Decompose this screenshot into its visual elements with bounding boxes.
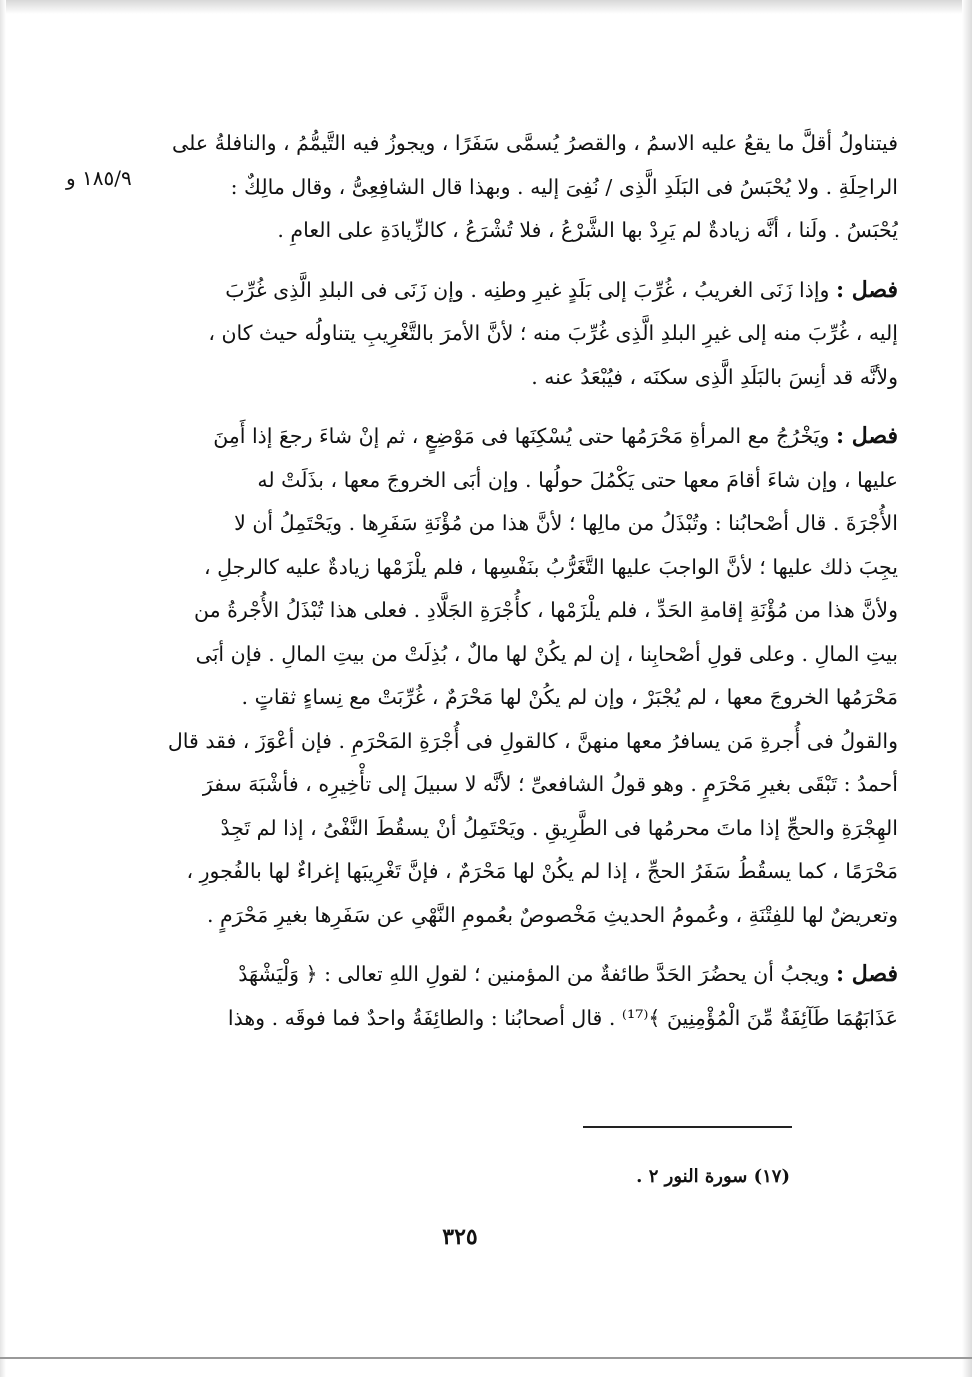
text-line: بيتِ المالِ . وعلى قولِ أصْحابِنا ، إن لم يكُنْ لها مالٌ ، بُذِلَتْ من بيتِ المالِ . فإن أبَى bbox=[195, 641, 898, 666]
paragraph-4 bbox=[138, 953, 898, 1040]
paragraph-2 bbox=[138, 269, 898, 400]
text-line-body: ويَخْرُجُ مع المرأةِ مَحْرَمُها حتى يُسْكِنَها فى مَوْضِعٍ ، ثم إنْ شاءَ رجعَ إذا أَمِنَ bbox=[213, 424, 830, 448]
text-line: الراحِلَةِ . ولا يُحْبَسُ فى البَلَدِ الَّذِى / نُفِىَ إليه . وبهذا قال الشافِعِىُّ ، وقال مالِكٌ : bbox=[230, 174, 898, 199]
main-text bbox=[138, 122, 898, 1040]
text-line: أحمدُ : تَبْقَى بغيرِ مَحْرَمٍ . وهو قولُ الشافعىِّ ؛ لأنَّه لا سبيلَ إلى تأْخِيرِه ، فأشْبَهَ سفرَ bbox=[202, 772, 898, 796]
paragraph-3 bbox=[138, 415, 898, 937]
scan-top-edge bbox=[0, 0, 972, 14]
text-line: يجِبَ ذلك عليها ؛ لأنَّ الواجبَ عليها التَّغَرُّبُ بنَفْسِها ، فلم يلْزَمْها زيادةٌ عليه كالرجلِ ، bbox=[203, 554, 898, 579]
text-line: الهِجْرَةِ والحجِّ إذا ماتَ محرمُها فى الطَّرِيقِ . ويَحْتَمِلُ أنْ يسقُطَ النَّفْىُ ، إذا لم تَجِدْ bbox=[220, 815, 898, 840]
footnote: (١٧) سورة النور ٢ . bbox=[636, 1166, 790, 1187]
text-line: مَحْرَمُها الخروجَ معها ، لم يُجْبَرْ ، وإن لم يكُنْ لها مَحْرَمٌ ، غُرِّبَتْ مع نِساءٍ ثقاتٍ . bbox=[241, 685, 898, 709]
paragraph-1 bbox=[138, 122, 898, 253]
text-line: والقولُ فى أُجرةِ مَن يسافرُ معها منهنَّ ، كالقولِ فى أُجْرَةِ المَحْرَمِ . فإن أعْوَزَ ، فقد قال bbox=[167, 728, 898, 753]
section-heading: فصل : bbox=[835, 961, 898, 987]
text-line bbox=[138, 415, 898, 459]
text-line: يُحْبَسُ . ولَنا ، أنَّه زيادةٌ لم يَرِدْ بها الشَّرْعُ ، فلا تُشْرَعُ ، كالزِّيادَةِ على العامِ . bbox=[277, 218, 898, 242]
section-heading: فصل : bbox=[835, 276, 898, 303]
text-line-body: وإذا زَنَى الغريبُ ، غُرِّبَ إلى بَلَدٍ غيرِ وطنِه . وإن زَنَى فى البلدِ الَّذِى غُرِّبَ bbox=[225, 277, 830, 302]
footnote-separator bbox=[583, 1126, 792, 1128]
text-line: وتعريضٌ لها للفِتْنَةِ ، وعُمومُ الحديثِ مَخْصوصٌ بعُمومِ النَّهْىِ عن سَفَرِها بغيرِ مَحْرَمٍ . bbox=[206, 902, 898, 927]
section-heading: فصل : bbox=[835, 423, 898, 449]
text-line: الأُجْرَةَ . قال أصْحابُنا : وتُبْذَلُ من مالِها ؛ لأنَّ هذا من مُؤْنَةِ سَفَرِها . ويَحْتَمِلُ أن لا bbox=[234, 511, 898, 535]
scan-bottom-line bbox=[0, 1357, 972, 1359]
text-line: ولأنَّ هذا من مُؤْنَةِ إقامةِ الحَدِّ ، فلم يلْزَمْها ، كأُجْرَةِ الجَلَّادِ . فعلى هذا تُبْذَلُ الأُجْرةُ من bbox=[194, 598, 898, 622]
scan-right-edge bbox=[962, 0, 972, 1377]
text-line: ولأنَّه قد أنِسَ بالبَلَدِ الَّذِى سكنَه ، فيُبْعَدُ عنه . bbox=[531, 364, 898, 389]
text-line-body: ويجبُ أن يحضُرَ الحَدَّ طائفةٌ من المؤمنين ؛ لقولِ اللهِ تعالى : ﴿ وَلْيَشْهَدْ bbox=[238, 962, 830, 986]
text-line: إليه ، غُرِّبَ منه إلى غيرِ البلدِ الَّذِى غُرِّبَ منه ؛ لأنَّ الأمرَ بالتَّغْرِيبِ يتناولُه حيث كان ، bbox=[208, 321, 898, 345]
page-number: ٣٢٥ bbox=[442, 1224, 478, 1250]
scan-left-edge bbox=[0, 0, 6, 1377]
text-line: فيتناولُ أقلَّ ما يقعُ عليه الاسمُ ، والقصرُ يُسمَّى سَفَرًا ، ويجوزُ فيه التَّيمُّمُ ، والنافلةُ على bbox=[172, 131, 898, 155]
margin-manuscript-reference: ١٨٥/٩ و bbox=[66, 166, 132, 190]
text-line: عليها ، وإن شاءَ أقامَ معها حتى يَكْمُلَ حولُها . وإن أبَى الخروجَ معها ، بذَلَتْ له bbox=[257, 467, 898, 492]
text-line bbox=[138, 269, 898, 313]
text-line: عَذَابَهُمَا طَآئِفَةٌ مِّنَ الْمُؤْمِنِينَ ﴾⁽¹⁷⁾ . قال أصحابُنا : والطائِفَةُ واحدٌ فما فوقَه . وهذا bbox=[227, 1005, 898, 1030]
text-line bbox=[138, 953, 898, 997]
text-line: مَحْرَمًا ، كما يسقُطُ سَفَرُ الحجِّ ، إذا لم يكُنْ لها مَحْرَمٌ ، فإنَّ تَغْرِيبَها إغراءٌ لها بالفُجورِ ، bbox=[186, 859, 898, 883]
